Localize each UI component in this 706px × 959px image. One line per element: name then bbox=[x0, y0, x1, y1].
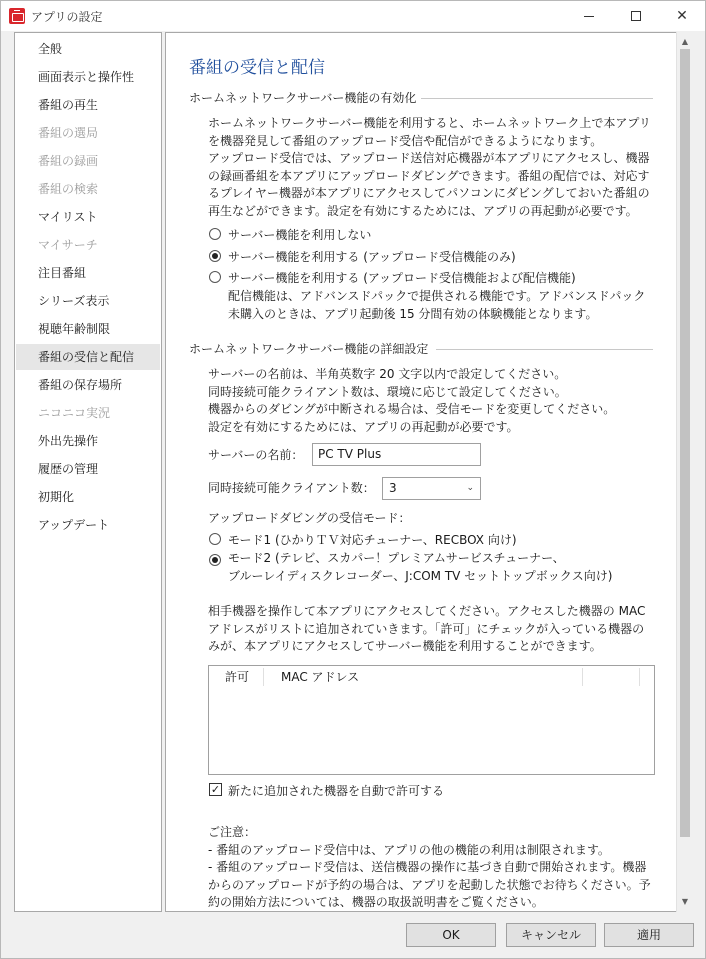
chevron-down-icon: ⌄ bbox=[466, 483, 474, 493]
caution-note bbox=[208, 824, 678, 912]
settings-content bbox=[165, 32, 693, 912]
nav-item-update[interactable]: アップデート bbox=[38, 518, 110, 532]
nav-item-history[interactable]: 履歴の管理 bbox=[38, 462, 99, 476]
nav-item-age-restriction[interactable]: 視聴年齢制限 bbox=[38, 322, 111, 336]
section-divider bbox=[436, 349, 653, 350]
delivery-note bbox=[228, 288, 678, 323]
description-line: 再生などができます。設定を有効にするためには、アプリの再起動が必要です。 bbox=[208, 203, 638, 218]
nav-item-search[interactable]: 番組の検索 bbox=[38, 182, 99, 196]
description-line: 設定を有効にするためには、アプリの再起動が必要です。 bbox=[208, 419, 519, 434]
column-header-allow[interactable]: 許可 bbox=[225, 670, 250, 684]
section-divider bbox=[421, 98, 653, 99]
description-line: ホームネットワークサーバー機能を利用すると、ホームネットワーク上で本アプリ bbox=[208, 116, 651, 130]
receive-mode-label: アップロードダビングの受信モード： bbox=[208, 511, 411, 525]
mac-address-list[interactable] bbox=[208, 665, 655, 775]
radio-mode-1-label[interactable]: モード1 (ひかりＴＶ対応チューナー、RECBOX 向け) bbox=[228, 533, 517, 547]
description-line: の録画番組を本アプリにアップロードダビングできます。番組の配信では、対応す bbox=[208, 168, 650, 183]
nav-item-recording[interactable]: 番組の録画 bbox=[38, 154, 99, 168]
nav-item-general[interactable]: 全般 bbox=[38, 42, 63, 56]
nav-item-series[interactable]: シリーズ表示 bbox=[38, 294, 110, 308]
clients-value: 3 bbox=[389, 481, 397, 495]
minimize-icon[interactable] bbox=[566, 1, 612, 31]
radio-server-upload-deliver[interactable] bbox=[209, 271, 221, 283]
radio-server-upload-deliver-label[interactable]: サーバー機能を利用する (アップロード受信機能および配信機能) bbox=[228, 271, 576, 285]
nav-item-playback[interactable]: 番組の再生 bbox=[38, 98, 99, 112]
server-name-input[interactable]: PC TV Plus bbox=[312, 443, 481, 466]
radio-server-off-label[interactable]: サーバー機能を利用しない bbox=[228, 228, 372, 242]
radio-mode-2-label[interactable] bbox=[228, 550, 668, 585]
note-line: 未購入のときは、アプリ起動後 15 分間有効の体験機能となります。 bbox=[228, 306, 598, 321]
description-line: 機器からのダビングが中断される場合は、受信モードを変更してください。 bbox=[208, 402, 616, 416]
clients-dropdown[interactable] bbox=[382, 477, 481, 500]
section-heading-enable: ホームネットワークサーバー機能の有効化 bbox=[189, 91, 417, 105]
scroll-up-icon[interactable]: ▲ bbox=[681, 37, 689, 46]
nav-item-mylist[interactable]: マイリスト bbox=[38, 210, 98, 224]
enable-description bbox=[208, 115, 678, 220]
radio-mode-1[interactable] bbox=[209, 533, 221, 545]
column-separator bbox=[263, 668, 264, 686]
nav-item-save-location[interactable]: 番組の保存場所 bbox=[38, 378, 123, 392]
maximize-icon[interactable] bbox=[613, 1, 659, 31]
auto-allow-checkbox[interactable]: ✓ bbox=[210, 783, 221, 796]
column-separator bbox=[639, 668, 640, 686]
radio-server-off[interactable] bbox=[209, 228, 221, 240]
content-scrollbar[interactable] bbox=[676, 32, 693, 912]
ok-button[interactable]: OK bbox=[406, 923, 496, 947]
nav-item-channel-select[interactable]: 番組の選局 bbox=[38, 126, 99, 140]
close-icon[interactable]: ✕ bbox=[676, 8, 688, 24]
description-line: を機器発見して番組のアップロード受信や配信ができるようになります。 bbox=[208, 133, 603, 148]
app-tv-icon bbox=[9, 8, 25, 24]
mode-2-line: モード2 (テレビ、スカパー！プレミアムサービスチューナー、 bbox=[228, 551, 565, 565]
window-title: アプリの設定 bbox=[31, 10, 103, 24]
description-line: るプレイヤー機器が本アプリにアクセスしてパソコンにダビングしておいた番組の bbox=[208, 186, 650, 200]
caution-line: - 番組のアップロード受信は、送信機器の操作に基づき自動で開始されます。機器 bbox=[208, 860, 647, 874]
nav-item-receive-deliver[interactable]: 番組の受信と配信 bbox=[16, 344, 160, 370]
nav-item-reset[interactable]: 初期化 bbox=[38, 490, 75, 504]
details-description bbox=[208, 366, 678, 436]
scroll-down-icon[interactable]: ▼ bbox=[681, 897, 689, 906]
apply-button[interactable]: 適用 bbox=[604, 923, 694, 947]
server-name-label: サーバーの名前： bbox=[208, 448, 304, 462]
settings-nav bbox=[14, 32, 162, 912]
note-line: 配信機能は、アドバンスドパックで提供される機能です。アドバンスドパック bbox=[228, 289, 646, 303]
access-note bbox=[208, 603, 678, 656]
note-line: アドレスがリストに追加されていきます。「許可」にチェックが入っている機器の bbox=[208, 621, 645, 636]
clients-label: 同時接続可能クライアント数： bbox=[208, 481, 375, 495]
page-title: 番組の受信と配信 bbox=[189, 58, 325, 78]
description-line: サーバーの名前は、半角英数字 20 文字以内で設定してください。 bbox=[208, 367, 567, 381]
nav-item-display[interactable]: 画面表示と操作性 bbox=[38, 70, 135, 84]
section-heading-details: ホームネットワークサーバー機能の詳細設定 bbox=[189, 342, 429, 356]
auto-allow-label[interactable]: 新たに追加された機器を自動で許可する bbox=[228, 784, 445, 798]
title-bar bbox=[1, 1, 705, 31]
nav-item-mysearch[interactable]: マイサーチ bbox=[38, 238, 98, 252]
mode-2-line: ブルーレイディスクレコーダー、J:COM TV セットトップボックス向け) bbox=[228, 568, 613, 583]
radio-mode-2[interactable] bbox=[209, 554, 221, 566]
caution-line: 約の開始方法については、機器の取扱説明書をご覧ください。 bbox=[208, 895, 544, 909]
description-line: アップロード受信では、アップロード送信対応機器が本アプリにアクセスし、機器 bbox=[208, 151, 650, 165]
column-header-mac[interactable]: MAC アドレス bbox=[281, 670, 360, 684]
caution-line: ご注意： bbox=[208, 825, 257, 839]
note-line: 相手機器を操作して本アプリにアクセスしてください。アクセスした機器の MAC bbox=[208, 604, 646, 618]
radio-server-upload-only-label[interactable]: サーバー機能を利用する (アップロード受信機能のみ) bbox=[228, 250, 516, 264]
nav-item-featured[interactable]: 注目番組 bbox=[38, 266, 87, 280]
cancel-button[interactable]: キャンセル bbox=[506, 923, 596, 947]
description-line: 同時接続可能クライアント数は、環境に応じて設定してください。 bbox=[208, 384, 567, 399]
scrollbar-thumb[interactable] bbox=[680, 49, 690, 837]
caution-line: - 番組のアップロード受信中は、アプリの他の機能の利用は制限されます。 bbox=[208, 842, 610, 857]
nav-item-niconico[interactable]: ニコニコ実況 bbox=[38, 406, 111, 420]
note-line: みが、本アプリにアクセスしてサーバー機能を利用することができます。 bbox=[208, 639, 602, 653]
radio-server-upload-only[interactable] bbox=[209, 250, 221, 262]
column-separator bbox=[582, 668, 583, 686]
caution-line: からのアップロードが予約の場合は、アプリを起動した状態でお待ちください。予 bbox=[208, 877, 651, 892]
nav-item-remote[interactable]: 外出先操作 bbox=[38, 434, 99, 448]
